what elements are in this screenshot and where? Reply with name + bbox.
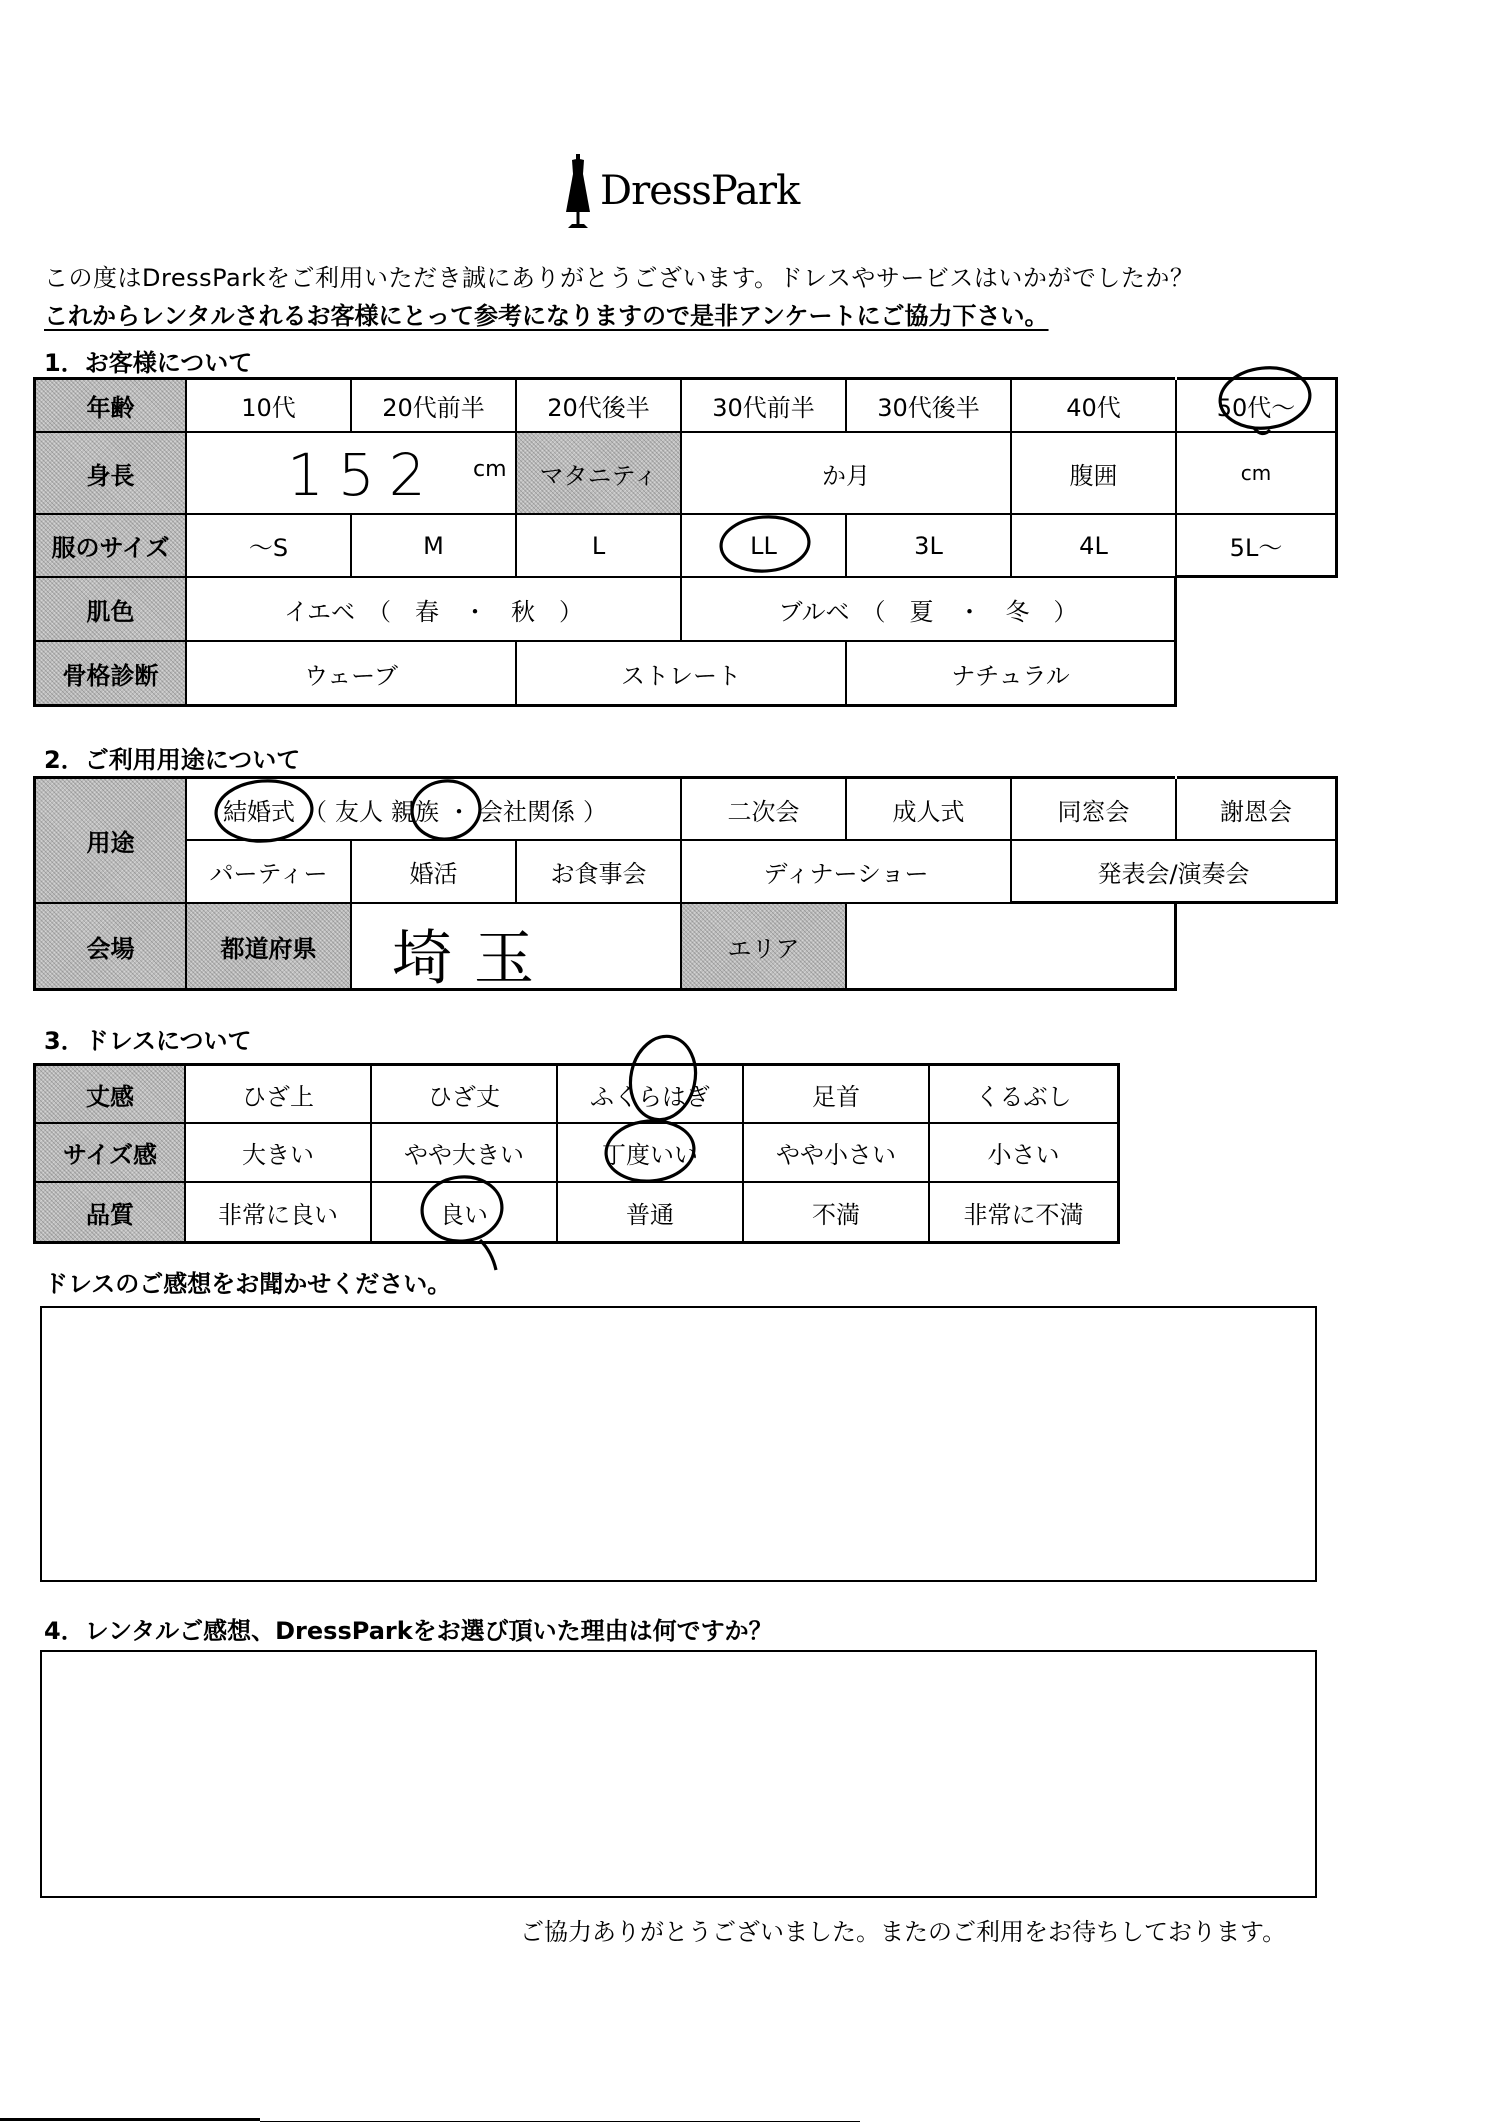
purpose-after-party[interactable]: 二次会 bbox=[682, 779, 847, 841]
purpose-dinner-show[interactable]: ディナーショー bbox=[682, 841, 1012, 904]
frame-option-straight[interactable]: ストレート bbox=[517, 642, 847, 707]
purpose-coming-of-age[interactable]: 成人式 bbox=[847, 779, 1012, 841]
paren-open: （ bbox=[303, 797, 327, 826]
frame-label: 骨格診断 bbox=[36, 642, 187, 707]
footer-rule-mid bbox=[260, 2121, 860, 2122]
purpose-wedding-cell[interactable] bbox=[187, 779, 682, 841]
purpose-recital[interactable]: 発表会/演奏会 bbox=[1012, 841, 1338, 904]
prefecture-field[interactable] bbox=[352, 904, 682, 994]
closing-message: ご協力ありがとうございました。またのご利用をお待ちしております。 bbox=[520, 1918, 1287, 1946]
quality-option-very-unsatisfied[interactable]: 非常に不満 bbox=[963, 1200, 1084, 1229]
size-option-5l[interactable]: 5L～ bbox=[1177, 515, 1338, 578]
height-unit: cm bbox=[473, 457, 507, 482]
age-option-early-20s[interactable]: 20代前半 bbox=[352, 380, 517, 433]
purpose-matchmaking[interactable]: 婚活 bbox=[352, 841, 517, 904]
length-option-above-knee[interactable]: ひざ上 bbox=[186, 1066, 372, 1124]
maternity-label: マタニティ bbox=[517, 433, 682, 515]
quality-option-unsatisfied[interactable]: 不満 bbox=[744, 1183, 930, 1241]
length-option-ankle-bone[interactable]: くるぶし bbox=[930, 1066, 1117, 1124]
age-option-50s-plus[interactable]: 50代～ bbox=[1177, 377, 1338, 433]
venue-label: 会場 bbox=[36, 904, 187, 991]
age-option-late-20s[interactable]: 20代後半 bbox=[517, 380, 682, 433]
purpose-reunion[interactable]: 同窓会 bbox=[1012, 779, 1177, 841]
purpose-wedding-friend[interactable]: 友人 bbox=[335, 797, 383, 826]
footer-rule-left bbox=[0, 2118, 260, 2121]
height-value: 152 bbox=[287, 441, 440, 509]
intro-line-1: この度はDressParkをご利用いただき誠にありがとうございます。ドレスやサービスはいかがでしたか？ bbox=[44, 264, 1195, 292]
size-option-ll[interactable]: LL bbox=[682, 515, 847, 578]
age-option-early-30s[interactable]: 30代前半 bbox=[682, 380, 847, 433]
waist-field[interactable] bbox=[1177, 433, 1338, 515]
skin-option-yellow-base[interactable]: イエベ （ 春 ・ 秋 ） bbox=[187, 578, 682, 642]
prefecture-label: 都道府県 bbox=[187, 904, 352, 991]
age-option-10s[interactable]: 10代 bbox=[187, 380, 352, 433]
length-option-calf[interactable]: ふくらはぎ bbox=[558, 1066, 744, 1124]
purpose-wedding-company[interactable]: 会社関係 bbox=[479, 797, 575, 826]
brand-name: DressPark bbox=[600, 168, 800, 214]
intro-line-2: これからレンタルされるお客様にとって参考になりますので是非アンケートにご協力下さい。 bbox=[44, 302, 1049, 330]
frame-option-natural[interactable]: ナチュラル bbox=[847, 642, 1177, 707]
maternity-months-field[interactable] bbox=[682, 433, 1012, 515]
quality-option-very-good[interactable]: 非常に良い bbox=[186, 1183, 372, 1241]
purpose-wedding-family[interactable]: 親族 bbox=[391, 797, 439, 826]
fit-option-just-right[interactable]: 丁度いい bbox=[558, 1124, 744, 1183]
fit-label: サイズ感 bbox=[36, 1124, 186, 1183]
quality-label: 品質 bbox=[36, 1183, 186, 1241]
brand-logo bbox=[560, 152, 800, 232]
separator: ・ bbox=[447, 797, 471, 826]
dress-form-icon bbox=[560, 152, 596, 232]
purpose-thank-you-party[interactable]: 謝恩会 bbox=[1177, 776, 1338, 841]
fit-option-small[interactable]: 小さい bbox=[930, 1124, 1117, 1183]
size-option-m[interactable]: M bbox=[352, 515, 517, 578]
dress-comment-prompt: ドレスのご感想をお聞かせください。 bbox=[44, 1270, 452, 1298]
months-unit: か月 bbox=[822, 461, 870, 490]
height-label: 身長 bbox=[36, 433, 187, 515]
size-option-s[interactable]: ～S bbox=[187, 515, 352, 578]
rental-comment-textarea[interactable] bbox=[40, 1650, 1317, 1898]
section-2-title: 2．ご利用用途について bbox=[44, 746, 301, 774]
fit-option-large[interactable]: 大きい bbox=[186, 1124, 372, 1183]
section-1-title: 1．お客様について bbox=[44, 349, 253, 377]
size-option-l[interactable]: L bbox=[517, 515, 682, 578]
frame-option-wave[interactable]: ウェーブ bbox=[187, 642, 517, 707]
skin-color-label: 肌色 bbox=[36, 578, 187, 642]
quality-option-average[interactable]: 普通 bbox=[558, 1183, 744, 1241]
area-label: エリア bbox=[682, 904, 847, 991]
waist-label: 腹囲 bbox=[1012, 433, 1177, 515]
area-field[interactable] bbox=[847, 904, 1177, 991]
age-option-40s[interactable]: 40代 bbox=[1012, 380, 1177, 433]
length-label: 丈感 bbox=[36, 1066, 186, 1124]
fit-option-slightly-small[interactable]: やや小さい bbox=[744, 1124, 930, 1183]
length-option-ankle[interactable]: 足首 bbox=[744, 1066, 930, 1124]
age-option-late-30s[interactable]: 30代後半 bbox=[847, 380, 1012, 433]
section-4-title: 4．レンタルご感想、DressParkをお選び頂いた理由は何ですか？ bbox=[44, 1617, 773, 1645]
skin-option-blue-base[interactable]: ブルベ （ 夏 ・ 冬 ） bbox=[682, 578, 1177, 642]
length-option-knee[interactable]: ひざ丈 bbox=[372, 1066, 558, 1124]
mark-tail-good bbox=[480, 1240, 496, 1270]
paren-close: ） bbox=[583, 797, 607, 826]
purpose-dinner[interactable]: お食事会 bbox=[517, 841, 682, 904]
height-field[interactable] bbox=[187, 433, 517, 515]
section-3-title: 3．ドレスについて bbox=[44, 1027, 252, 1055]
prefecture-value: 埼玉 bbox=[392, 924, 556, 994]
fit-option-slightly-large[interactable]: やや大きい bbox=[372, 1124, 558, 1183]
age-label: 年齢 bbox=[36, 380, 187, 433]
size-option-4l[interactable]: 4L bbox=[1012, 515, 1177, 578]
dress-comment-textarea[interactable] bbox=[40, 1306, 1317, 1582]
waist-unit: cm bbox=[1240, 461, 1272, 485]
purpose-party[interactable]: パーティー bbox=[187, 841, 352, 904]
quality-option-good[interactable]: 良い bbox=[372, 1183, 558, 1241]
purpose-wedding[interactable]: 結婚式 bbox=[223, 797, 295, 826]
purpose-label: 用途 bbox=[36, 779, 187, 904]
size-option-3l[interactable]: 3L bbox=[847, 515, 1012, 578]
size-label: 服のサイズ bbox=[36, 515, 187, 578]
